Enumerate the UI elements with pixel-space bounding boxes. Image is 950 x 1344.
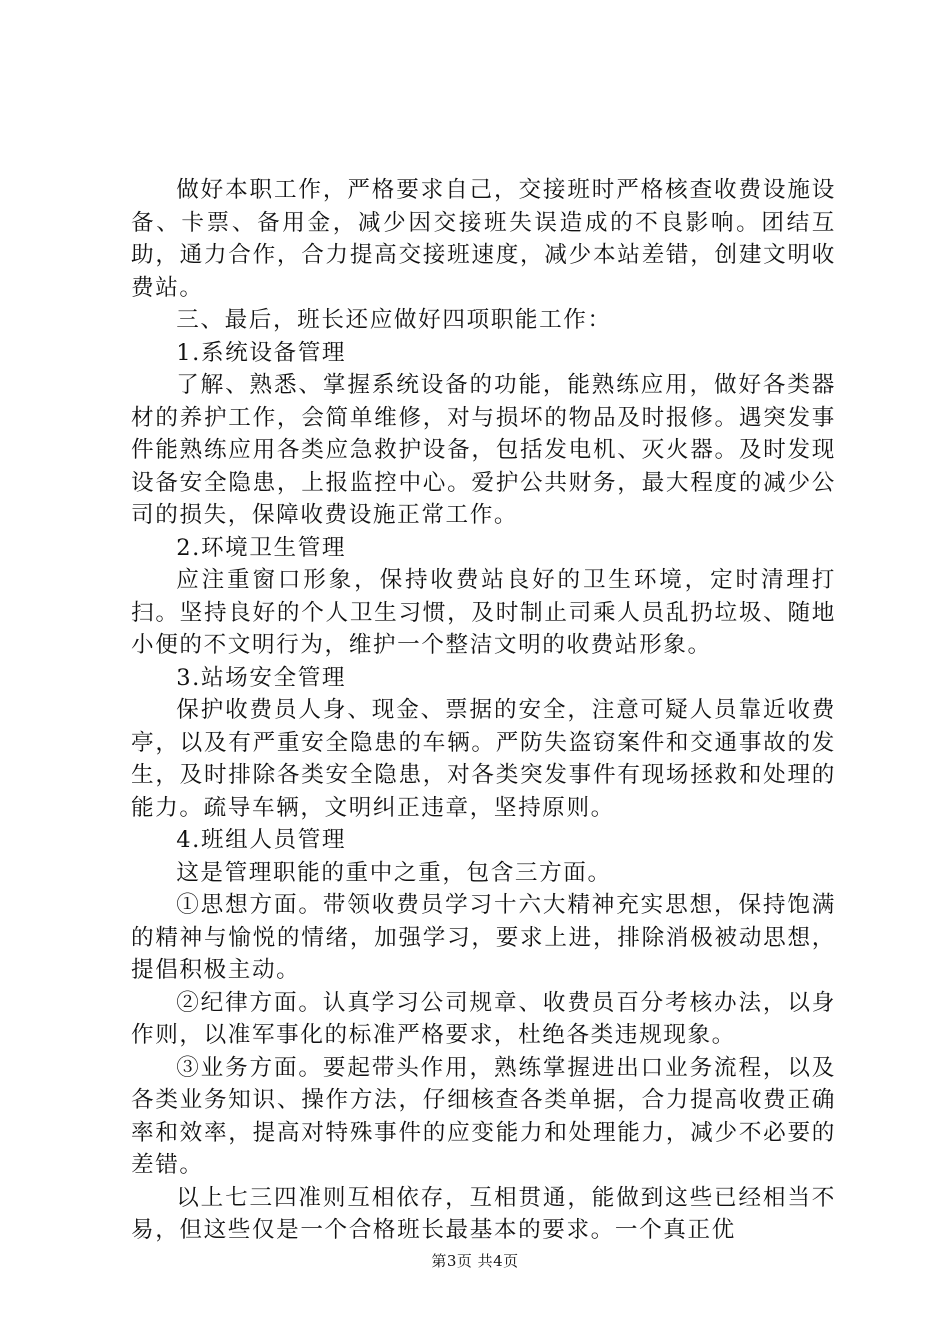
paragraph-environment-hygiene: 应注重窗口形象，保持收费站良好的卫生环境，定时清理打扫。坚持良好的个人卫生习惯，及时制止司乘人员乱扔垃圾、随地小便的不文明行为，维护一个整洁文明的收费站形象。 <box>131 567 836 658</box>
paragraph-business: ③业务方面。要起带头作用，熟练掌握进出口业务流程，以及各类业务知识、操作方法，仔细核查各类单据，合力提高收费正确率和效率，提高对特殊事件的应变能力和处理能力，减少不必要的差错。 <box>131 1054 836 1178</box>
paragraph-team-personnel-intro: 这是管理职能的重中之重，包含三方面。 <box>176 859 612 886</box>
subheading-site-safety: 3.站场安全管理 <box>176 664 347 691</box>
paragraph-conclusion: 以上七三四准则互相依存，互相贯通，能做到这些已经相当不易，但这些仅是一个合格班长最基本的要求。一个真正优 <box>131 1184 836 1243</box>
paragraph-1: 做好本职工作，严格要求自己，交接班时严格核查收费设施设备、卡票、备用金，减少因交接班失误造成的不良影响。团结互助，通力合作，合力提高交接班速度，减少本站差错，创建文明收费站。 <box>131 177 836 301</box>
paragraph-system-equipment: 了解、熟悉、掌握系统设备的功能，能熟练应用，做好各类器材的养护工作，会简单维修，对与损坏的物品及时报修。遇突发事件能熟练应用各类应急救护设备，包括发电机、灭火器。及时发现设备安全隐患，上报监控中心。爱护公共财务，最大程度的减少公司的损失，保障收费设施正常工作。 <box>131 372 836 528</box>
subheading-system-equipment: 1.系统设备管理 <box>176 339 347 366</box>
subheading-team-personnel: 4.班组人员管理 <box>176 827 347 853</box>
document-body <box>131 174 836 1247</box>
paragraph-ideology: ①思想方面。带领收费员学习十六大精神充实思想，保持饱满的精神与愉悦的情绪，加强学习，要求上进，排除消极被动思想，提倡积极主动。 <box>131 892 836 983</box>
subheading-environment-hygiene: 2.环境卫生管理 <box>176 534 347 561</box>
section-heading-3: 三、最后，班长还应做好四项职能工作： <box>176 307 612 333</box>
paragraph-site-safety: 保护收费员人身、现金、票据的安全，注意可疑人员靠近收费亭，以及有严重安全隐患的车辆。严防失盗窃案件和交通事故的发生，及时排除各类安全隐患，对各类突发事件有现场拯救和处理的能力。疏导车辆，文明纠正违章，坚持原则。 <box>131 697 836 821</box>
page-number-footer: 第3页 共4页 <box>431 1252 519 1270</box>
paragraph-discipline: ②纪律方面。认真学习公司规章、收费员百分考核办法，以身作则，以准军事化的标准严格要求，杜绝各类违规现象。 <box>131 989 836 1048</box>
